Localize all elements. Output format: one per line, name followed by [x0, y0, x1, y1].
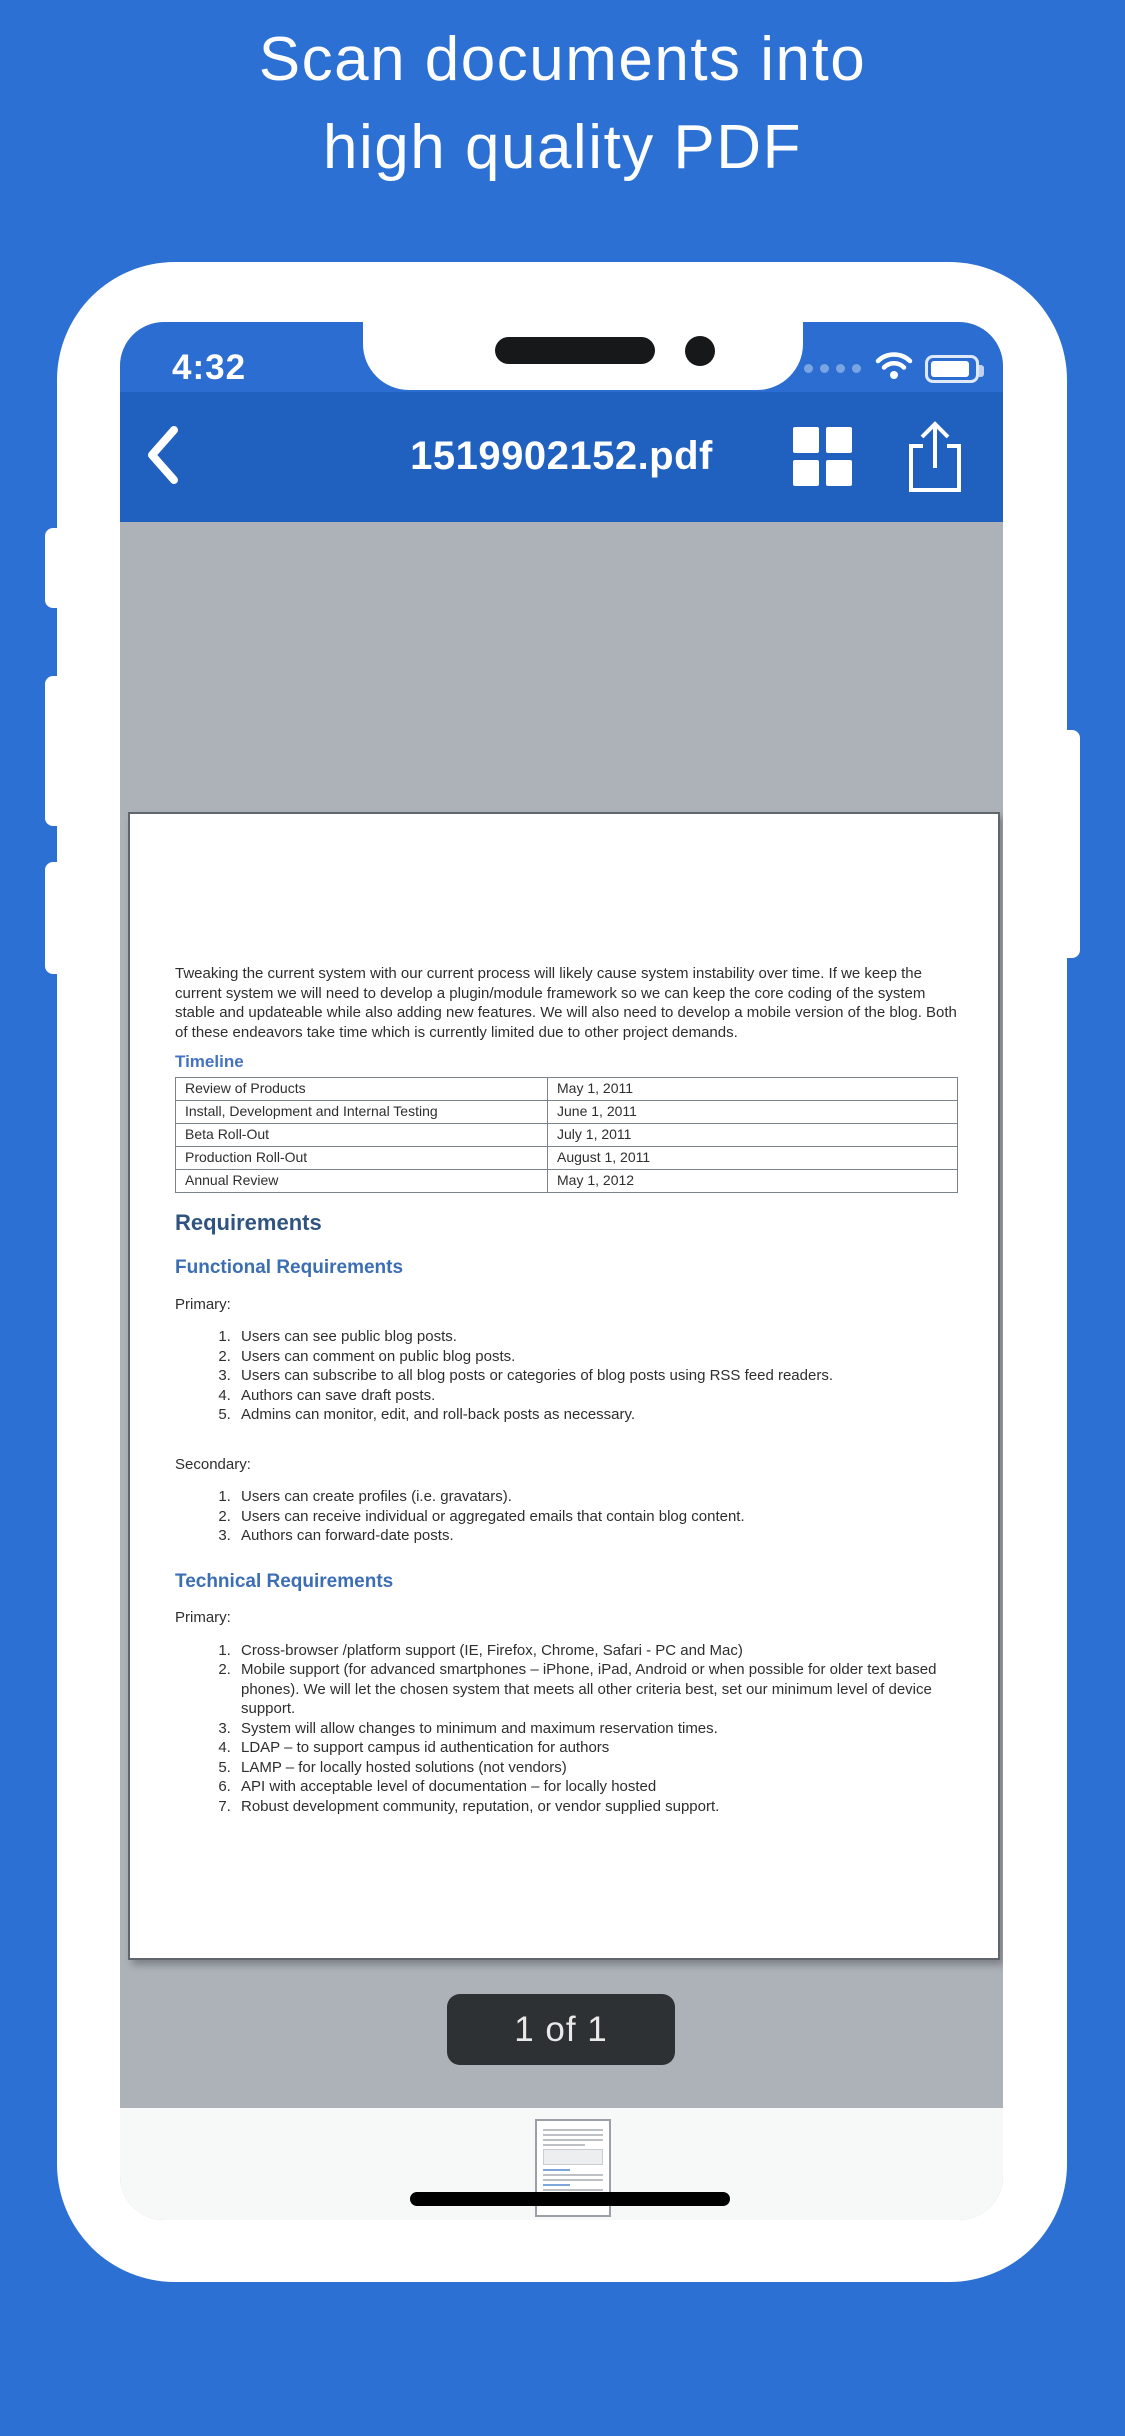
- intro-paragraph: Tweaking the current system with our current process will likely cause system instability over time. If we keep the current system we will need to develop a plugin/module framework so we can keep the core coding of the system stable and updateable while also adding new features. We will also need to develop a mobile version of the blog. Both of these endeavors take time which is currently limited due to other project demands.: [175, 965, 957, 1041]
- nav-bar: [120, 392, 1003, 522]
- list-item: 3. Users can subscribe to all blog posts or categories of blog posts using RSS feed readers.: [235, 1366, 958, 1386]
- timeline-row: [176, 1123, 958, 1146]
- timeline-row: [176, 1146, 958, 1169]
- list-item: 2. Mobile support (for advanced smartphones – iPhone, iPad, Android or when possible for older text based phones). We will let the chosen system that meets all other criteria best, set our minimum level of device support.: [235, 1660, 958, 1719]
- timeline-date: June 1, 2011: [548, 1100, 958, 1123]
- home-indicator[interactable]: [410, 2192, 730, 2206]
- technical-primary-label: Primary:: [175, 1609, 231, 1626]
- list-item: 4. Authors can save draft posts.: [235, 1386, 958, 1406]
- timeline-table: [175, 1077, 958, 1193]
- list-item: 3. Authors can forward-date posts.: [235, 1526, 958, 1546]
- share-icon: [905, 481, 965, 498]
- timeline-date: May 1, 2012: [548, 1169, 958, 1192]
- timeline-milestone: Annual Review: [176, 1169, 548, 1192]
- timeline-milestone: Install, Development and Internal Testing: [176, 1100, 548, 1123]
- timeline-row: [176, 1169, 958, 1192]
- speaker-grille: [495, 337, 655, 364]
- list-item: 2. Users can comment on public blog posts.: [235, 1347, 958, 1367]
- notch: [363, 322, 803, 390]
- technical-requirements-heading: Technical Requirements: [175, 1570, 394, 1592]
- battery-icon: [925, 355, 979, 383]
- secondary-label: Secondary:: [175, 1455, 251, 1473]
- technical-primary-list: [175, 1641, 958, 1817]
- list-item: 2. Users can receive individual or aggregated emails that contain blog content.: [235, 1507, 958, 1527]
- wifi-icon: [875, 352, 913, 385]
- page-count-badge: 1 of 1: [447, 1994, 675, 2065]
- timeline-row: [176, 1100, 958, 1123]
- list-item: 4. LDAP – to support campus id authentication for authors: [235, 1738, 958, 1758]
- list-item: 1. Users can create profiles (i.e. gravatars).: [235, 1487, 958, 1507]
- status-time: 4:32: [172, 348, 247, 387]
- pages-grid-icon: [793, 427, 819, 453]
- hero-title-line1: Scan documents into: [258, 25, 867, 94]
- timeline-heading: Timeline: [175, 1052, 244, 1071]
- list-item: 7. Robust development community, reputation, or vendor supplied support.: [235, 1797, 958, 1817]
- hero-title: [0, 16, 1125, 192]
- list-item: 5. Admins can monitor, edit, and roll-back posts as necessary.: [235, 1405, 958, 1425]
- timeline-milestone: Production Roll-Out: [176, 1146, 548, 1169]
- functional-secondary-list: [175, 1487, 958, 1546]
- document-title: 1519902152.pdf: [410, 434, 713, 478]
- timeline-date: August 1, 2011: [548, 1146, 958, 1169]
- timeline-date: July 1, 2011: [548, 1123, 958, 1146]
- timeline-date: May 1, 2011: [548, 1077, 958, 1100]
- front-camera-dot: [685, 336, 715, 366]
- timeline-milestone: Beta Roll-Out: [176, 1123, 548, 1146]
- list-item: 3. System will allow changes to minimum and maximum reservation times.: [235, 1719, 958, 1739]
- primary-label: Primary:: [175, 1295, 231, 1313]
- list-item: 5. LAMP – for locally hosted solutions (not vendors): [235, 1758, 958, 1778]
- pages-grid-button[interactable]: [793, 427, 853, 487]
- pdf-page[interactable]: [128, 812, 1000, 1960]
- signal-dots-icon: [804, 364, 861, 373]
- share-button[interactable]: [905, 420, 965, 494]
- iphone-mockup-frame: [57, 262, 1067, 2282]
- timeline-row: [176, 1077, 958, 1100]
- list-item: 1. Cross-browser /platform support (IE, Firefox, Chrome, Safari - PC and Mac): [235, 1641, 958, 1661]
- functional-requirements-heading: Functional Requirements: [175, 1257, 404, 1278]
- hero-title-line2: high quality PDF: [323, 113, 802, 182]
- requirements-heading: Requirements: [175, 1209, 322, 1235]
- pdf-viewer-area[interactable]: [120, 522, 1003, 2108]
- list-item: 6. API with acceptable level of documentation – for locally hosted: [235, 1777, 958, 1797]
- status-bar: [120, 322, 1003, 392]
- functional-primary-list: [175, 1327, 958, 1425]
- phone-screen: [120, 322, 1003, 2220]
- timeline-milestone: Review of Products: [176, 1077, 548, 1100]
- list-item: 1. Users can see public blog posts.: [235, 1327, 958, 1347]
